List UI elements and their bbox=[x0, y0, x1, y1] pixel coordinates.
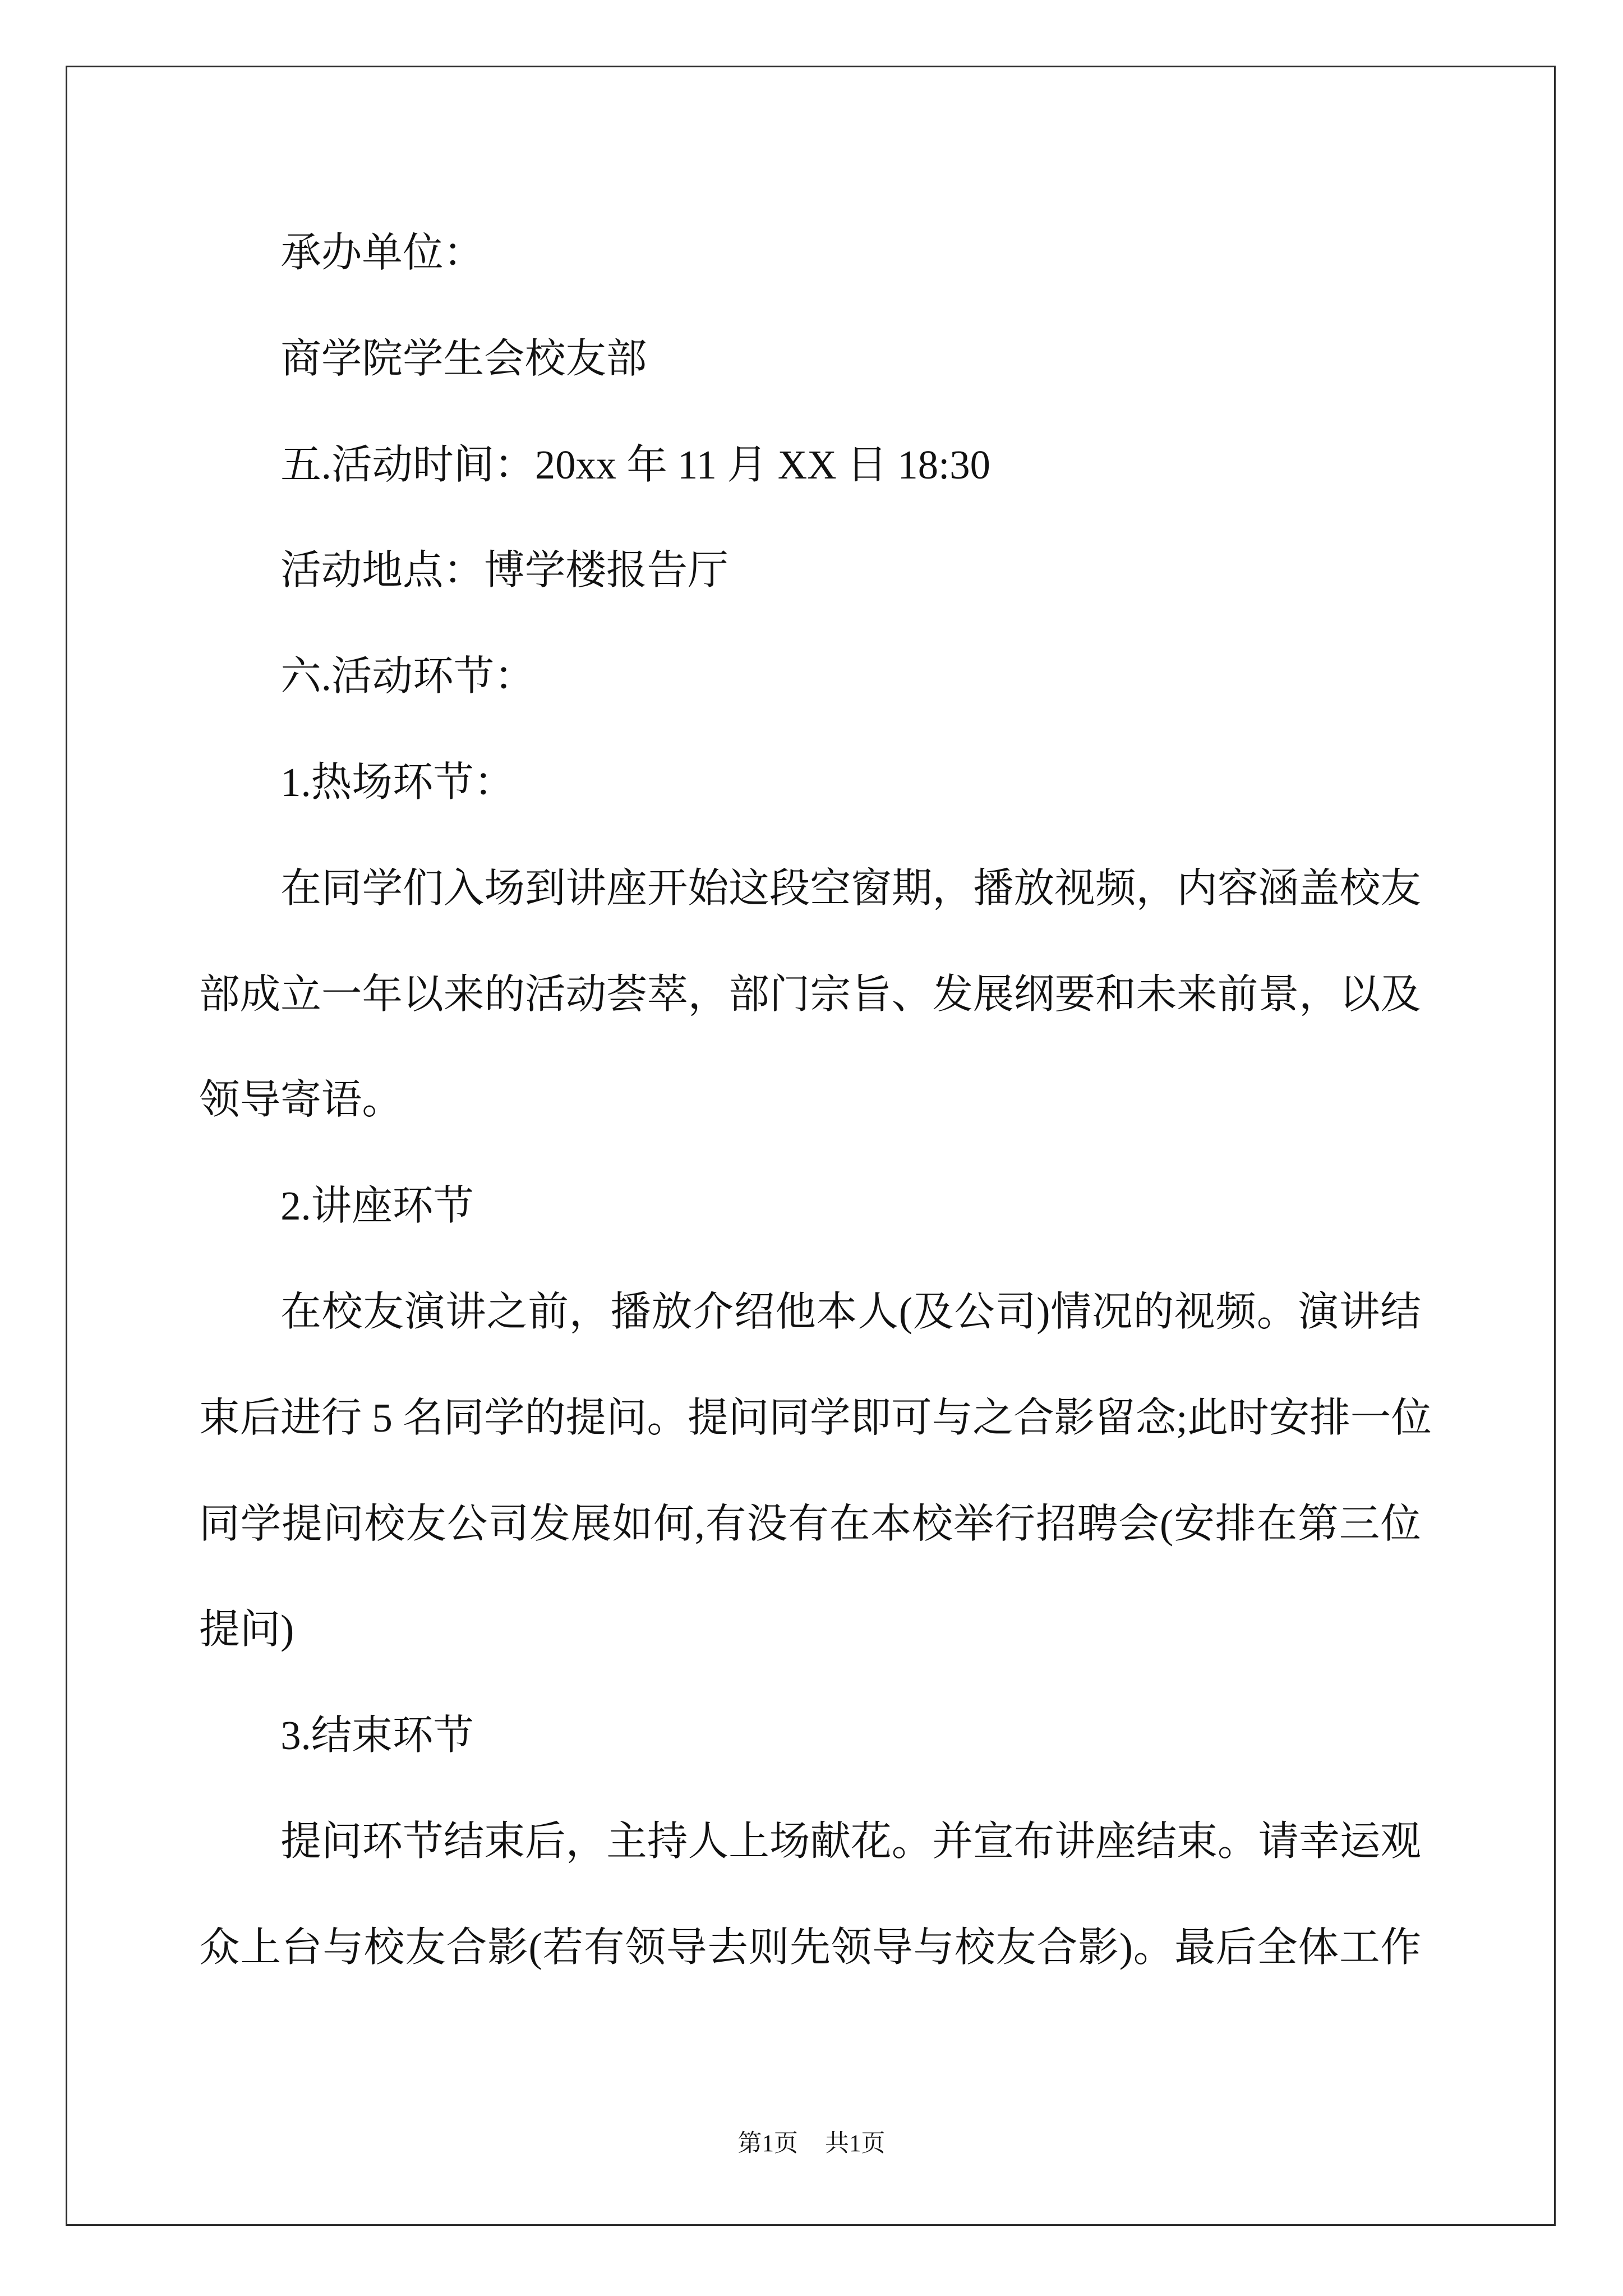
page-number: 第1页 bbox=[737, 2131, 798, 2157]
paragraph-line: 众上台与校友合影(若有领导去则先领导与校友合影)。最后全体工作 bbox=[199, 1924, 1421, 1970]
stage-title: 2.讲座环节 bbox=[280, 1183, 474, 1229]
stage-title: 1.热场环节： bbox=[280, 759, 515, 805]
page-total: 共1页 bbox=[825, 2131, 886, 2157]
organizer-name: 商学院学生会校友部 bbox=[280, 335, 647, 381]
paragraph-line: 同学提问校友公司发展如何,有没有在本校举行招聘会(安排在第三位 bbox=[199, 1501, 1421, 1547]
paragraph-line: 束后进行 5 名同学的提问。提问同学即可与之合影留念;此时安排一位 bbox=[199, 1395, 1432, 1441]
stages-heading: 六.活动环节： bbox=[280, 654, 535, 700]
paragraph-line: 部成立一年以来的活动荟萃，部门宗旨、发展纲要和未来前景，以及 bbox=[199, 971, 1421, 1017]
paragraph-line: 提问环节结束后，主持人上场献花。并宣布讲座结束。请幸运观 bbox=[280, 1818, 1421, 1864]
paragraph-line: 提问) bbox=[199, 1607, 294, 1653]
stage-section bbox=[199, 730, 1421, 1153]
stage-section bbox=[199, 1683, 1421, 2000]
document-body bbox=[199, 200, 1432, 2001]
paragraph-line: 在同学们入场到讲座开始这段空窗期，播放视频，内容涵盖校友 bbox=[280, 865, 1421, 911]
paragraph-line: 领导寄语。 bbox=[199, 1077, 403, 1123]
activity-time: 五.活动时间：20xx 年 11 月 XX 日 18:30 bbox=[280, 441, 990, 487]
organizer-label: 承办单位： bbox=[280, 230, 485, 275]
paragraph-line: 在校友演讲之前，播放介绍他本人(及公司)情况的视频。演讲结 bbox=[280, 1289, 1421, 1335]
stage-section bbox=[199, 1153, 1432, 1683]
activity-venue: 活动地点：博学楼报告厅 bbox=[280, 547, 728, 593]
page-footer bbox=[0, 2130, 1623, 2158]
stage-title: 3.结束环节 bbox=[280, 1713, 474, 1759]
